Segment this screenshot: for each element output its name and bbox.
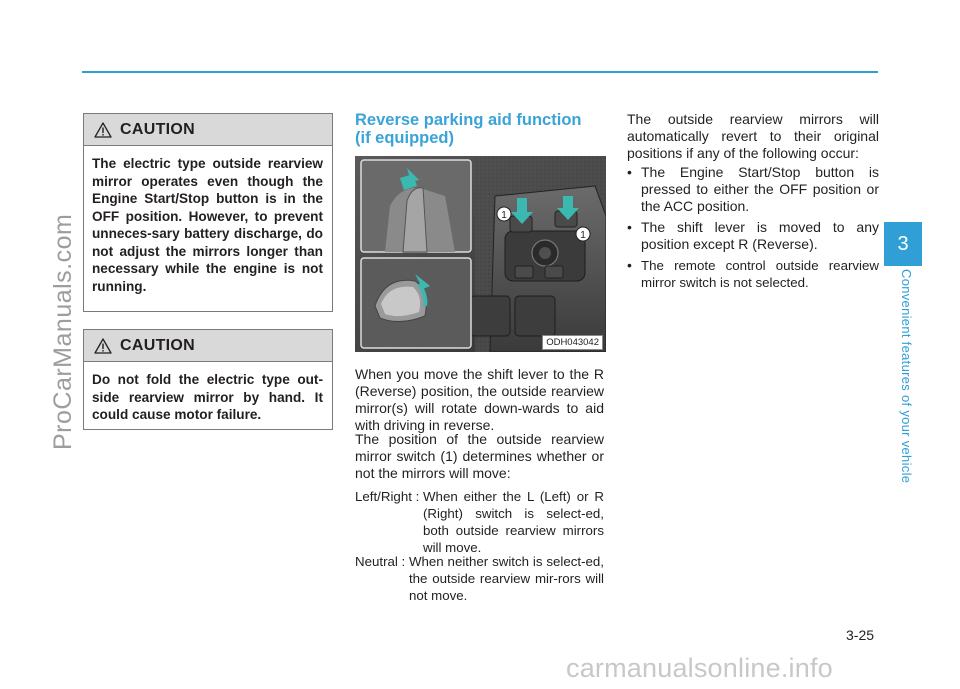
list-item: • The remote control outside rearview mirror switch is not selected. — [627, 257, 879, 290]
warning-triangle-icon — [94, 338, 112, 354]
section-heading — [355, 111, 615, 147]
mirror-switch-figure — [355, 156, 606, 352]
caution-text: The electric type outside rearview mirror operates even though the Engine Start/Stop button is in the OFF position. However, to prevent unneces-sary battery discharge, do not adjust the mirrors longer than necessary while the engine is not running. — [92, 156, 323, 294]
chapter-number-tab: 3 — [884, 222, 922, 266]
definition-term: Neutral : — [355, 554, 409, 569]
paragraph-switch-position: The position of the outside rearview mirror switch (1) determines whether or not the mirrors will move: — [355, 431, 604, 481]
caution-box-2 — [83, 329, 333, 430]
bullet-icon: • — [627, 257, 632, 273]
revert-conditions-list — [627, 164, 879, 295]
callout-label: 1 — [501, 210, 507, 221]
figure-code: ODH043042 — [542, 335, 603, 350]
watermark-carmanualsonline: carmanualsonline.info — [566, 653, 833, 683]
section-heading-line1: Reverse parking aid function — [355, 111, 582, 129]
bullet-icon: • — [627, 219, 632, 235]
callout-label: 1 — [580, 230, 586, 241]
header-rule — [82, 71, 878, 73]
definition-neutral — [355, 553, 604, 604]
page-number: 3-25 — [846, 627, 875, 643]
definition-description: When neither switch is select-ed, the outside rearview mir-rors will not move. — [408, 554, 604, 603]
list-item: • The shift lever is moved to any position except R (Reverse). — [627, 219, 879, 252]
caution-title: CAUTION — [120, 336, 195, 354]
caution-text: Do not fold the electric type out-side rearview mirror by hand. It could cause motor failure. — [92, 372, 323, 422]
caution-box-1 — [83, 113, 333, 312]
section-heading-line2: (if equipped) — [355, 129, 454, 147]
chapter-title: Convenient features of your vehicle — [899, 269, 914, 484]
caution-header — [84, 330, 332, 362]
caution-header — [84, 114, 332, 146]
bullet-icon: • — [627, 164, 632, 180]
paragraph-revert-conditions: The outside rearview mirrors will automatically revert to their original positions if any of the following occur: — [627, 111, 879, 161]
list-item: • The Engine Start/Stop button is pressed to either the OFF position or the ACC position. — [627, 164, 879, 214]
definition-term: Left/Right : — [355, 489, 423, 504]
definition-description: When either the L (Left) or R (Right) switch is select-ed, both outside rearview mirrors will move. — [423, 489, 604, 555]
definition-left-right — [355, 488, 604, 556]
warning-triangle-icon — [94, 122, 112, 138]
mirror-switch-illustration — [355, 156, 606, 352]
caution-title: CAUTION — [120, 120, 195, 138]
watermark-procarmanuals: ProCarManuals.com — [49, 213, 77, 450]
paragraph-reverse-rotation: When you move the shift lever to the R (Reverse) position, the outside rearview mirror(s) will rotate down-wards to aid with driving in reverse. — [355, 366, 604, 433]
